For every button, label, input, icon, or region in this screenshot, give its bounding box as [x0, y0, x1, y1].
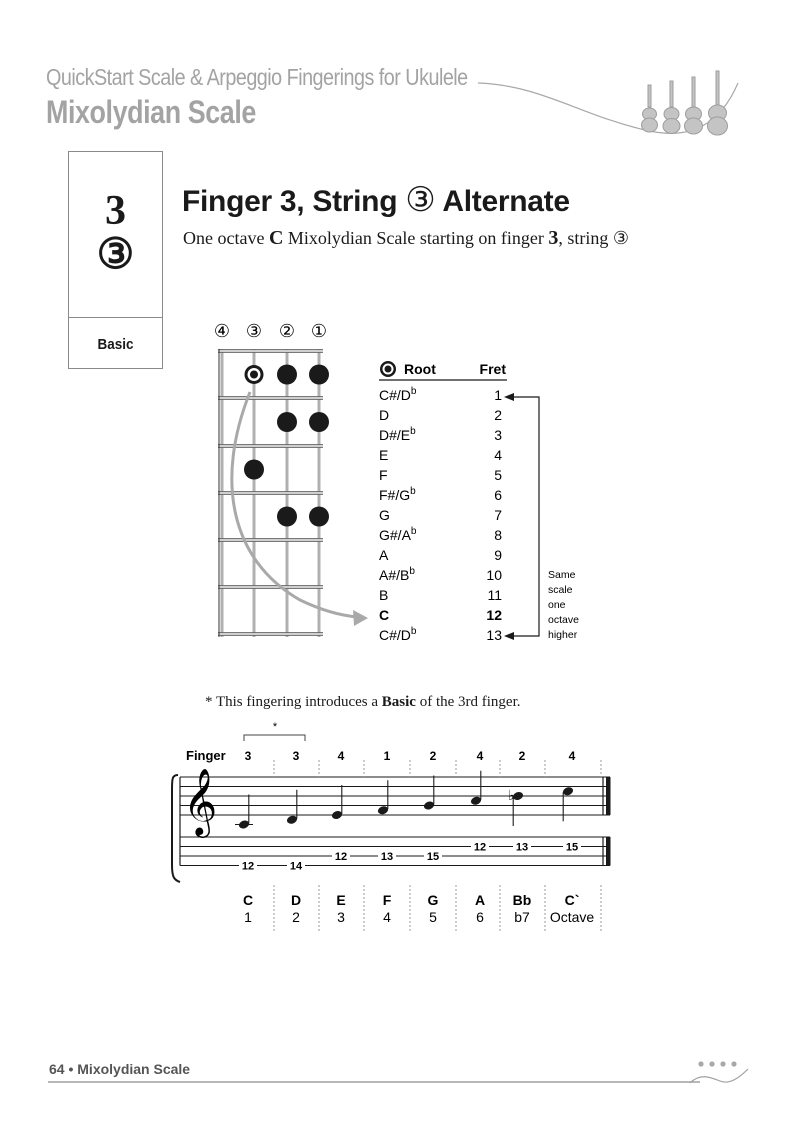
- final-barline-thick: [606, 777, 611, 815]
- finger-number: 3: [105, 188, 126, 234]
- footnote: [205, 694, 521, 711]
- note-name: $C\#/D^b$: [379, 386, 417, 403]
- note-name: $C\#/D^b$: [379, 626, 417, 643]
- note-name: $D\#/E^b$: [379, 426, 416, 443]
- finger-number: 4: [337, 749, 345, 763]
- flat-sign: b: [410, 386, 417, 397]
- finger-dot: [244, 460, 264, 480]
- finger-value: 3: [548, 227, 559, 249]
- footer-dot: [720, 1061, 725, 1066]
- footer-swoosh: [690, 1069, 748, 1083]
- scale-degree: b7: [514, 909, 530, 925]
- note-name: A: [474, 892, 486, 908]
- fret-number: 9: [494, 547, 502, 563]
- footnote-text: * This fingering introduces a: [205, 694, 382, 710]
- octave-note-line: scale: [548, 584, 573, 596]
- note-name: D: [290, 892, 302, 908]
- finger-number: 4: [476, 749, 484, 763]
- bracket-arrowhead: [504, 632, 514, 640]
- finger-number: 3: [292, 749, 300, 763]
- flat-sign: b: [410, 486, 416, 497]
- fret-table: [379, 361, 507, 643]
- string-number-label: ④: [213, 321, 231, 341]
- tab-fret-number: 14: [289, 860, 303, 873]
- scale-degree: 5: [429, 909, 437, 925]
- chapter-title: Mixolydian Scale: [46, 94, 256, 130]
- key-name: C: [268, 227, 284, 249]
- flat-sign: b: [410, 626, 417, 637]
- finger-dot: [277, 412, 297, 432]
- note-name: G: [379, 507, 390, 523]
- finger-number: 4: [568, 749, 576, 763]
- subtitle-text: Mixolydian Scale starting on finger: [283, 228, 549, 248]
- note-name: Bb: [512, 892, 532, 908]
- fret-number: 5: [494, 467, 502, 483]
- tab-final-barline-thick: [606, 837, 611, 866]
- finger-dot: [309, 365, 329, 385]
- fret-number: 8: [494, 527, 502, 543]
- string-number-label: ③: [245, 321, 263, 341]
- scale-degree: 3: [337, 909, 345, 925]
- title-string-circle: ③: [405, 181, 436, 219]
- title-text: Finger 3, String: [182, 185, 406, 218]
- octave-note-line: octave: [548, 614, 579, 626]
- note-name: C`: [564, 892, 580, 908]
- scale-degree: 4: [383, 909, 391, 925]
- scale-degree: 6: [476, 909, 484, 925]
- octave-arrowhead: [353, 610, 368, 626]
- footnote-bold: Basic: [381, 694, 416, 710]
- tab-fret-number: 15: [565, 841, 579, 854]
- octave-note-line: one: [548, 599, 566, 611]
- flat-sign: b: [410, 426, 416, 437]
- footer-dot: [709, 1061, 714, 1066]
- octave-bracket: [504, 393, 539, 640]
- octave-note: [548, 569, 579, 641]
- fret-number: 6: [494, 487, 502, 503]
- fret-header: Fret: [479, 361, 506, 377]
- bracket-arrowhead: [504, 393, 514, 401]
- footer-dot: [731, 1061, 736, 1066]
- treble-clef-icon: 𝄞: [183, 769, 218, 834]
- fret-number: 7: [494, 507, 502, 523]
- scale-degree: 1: [244, 909, 252, 925]
- fret-number: 2: [494, 407, 502, 423]
- page-number: 64: [49, 1061, 65, 1077]
- root-dot-center: [250, 371, 258, 379]
- note-name: $A\#/B^b$: [379, 566, 415, 583]
- footer-ornament: [40, 1055, 760, 1090]
- finger-dot: [277, 365, 297, 385]
- note-name: F: [379, 467, 388, 483]
- footer-bullet: •: [68, 1061, 74, 1077]
- footer-section: Mixolydian Scale: [77, 1061, 191, 1077]
- root-legend-center: [385, 366, 392, 373]
- finger-number: 2: [429, 749, 437, 763]
- fret-number: 4: [494, 447, 502, 463]
- tab-fret-number: 13: [380, 851, 394, 863]
- note-name: C: [379, 607, 390, 623]
- level-label: Basic: [97, 336, 134, 353]
- scale-degree: Octave: [549, 909, 595, 925]
- book-subtitle: QuickStart Scale & Arpeggio Fingerings for Ukulele: [46, 64, 468, 90]
- finger-dot: [309, 412, 329, 432]
- note-name: E: [379, 447, 389, 463]
- note-name: $G\#/A^b$: [379, 526, 417, 543]
- finger-label: Finger: [186, 748, 226, 763]
- tab-fret-number: 12: [473, 841, 487, 854]
- tab-fret-number: 12: [241, 860, 255, 873]
- note-name: C: [242, 892, 254, 908]
- fret-number: 1: [494, 387, 502, 403]
- note-name: D: [379, 407, 390, 423]
- footnote-text: of the 3rd finger.: [415, 694, 521, 710]
- finger-number: 2: [518, 749, 526, 763]
- note-name: G: [427, 892, 439, 908]
- fret-number: 10: [486, 567, 502, 583]
- string-number-label: ①: [310, 321, 328, 341]
- flat-sign: b: [409, 566, 415, 577]
- note-name: E: [336, 892, 346, 908]
- string-number: ③: [96, 232, 135, 278]
- note-name: A: [379, 547, 389, 563]
- staff-lines: [172, 769, 611, 882]
- tab-fret-number: 15: [426, 851, 440, 863]
- root-header: Root: [404, 361, 436, 377]
- string-numbers: [214, 321, 327, 341]
- note-name: $F\#/G^b$: [379, 486, 416, 503]
- flat-accidental: ♭: [508, 787, 515, 803]
- subtitle-text: One octave: [183, 228, 269, 248]
- system-brace: [172, 775, 180, 882]
- asterisk-mark: *: [272, 721, 278, 733]
- notation-staff: [0, 715, 794, 945]
- finger-dot: [309, 507, 329, 527]
- fret-number: 11: [487, 587, 502, 603]
- fret-number: 3: [494, 427, 502, 443]
- tab-fret-number: 13: [515, 841, 529, 854]
- tab-fret-number: 12: [334, 851, 348, 863]
- octave-note-line: higher: [548, 629, 578, 641]
- finger-number: 3: [244, 749, 252, 763]
- fret-number: 12: [486, 607, 502, 623]
- finger-dot: [277, 507, 297, 527]
- note-name: B: [379, 587, 389, 603]
- subtitle-text: , string: [558, 228, 613, 248]
- title-text-end: Alternate: [435, 185, 570, 218]
- footer-dot: [698, 1061, 703, 1066]
- note-name: F: [382, 892, 392, 908]
- asterisk-bracket: [244, 735, 305, 741]
- scale-degree: 2: [292, 909, 300, 925]
- string-number-label: ②: [278, 321, 296, 341]
- octave-note-line: Same: [548, 569, 576, 581]
- string-value: ③: [612, 228, 630, 248]
- fret-number: 13: [486, 627, 502, 643]
- finger-number: 1: [383, 749, 391, 763]
- flat-sign: b: [410, 526, 417, 537]
